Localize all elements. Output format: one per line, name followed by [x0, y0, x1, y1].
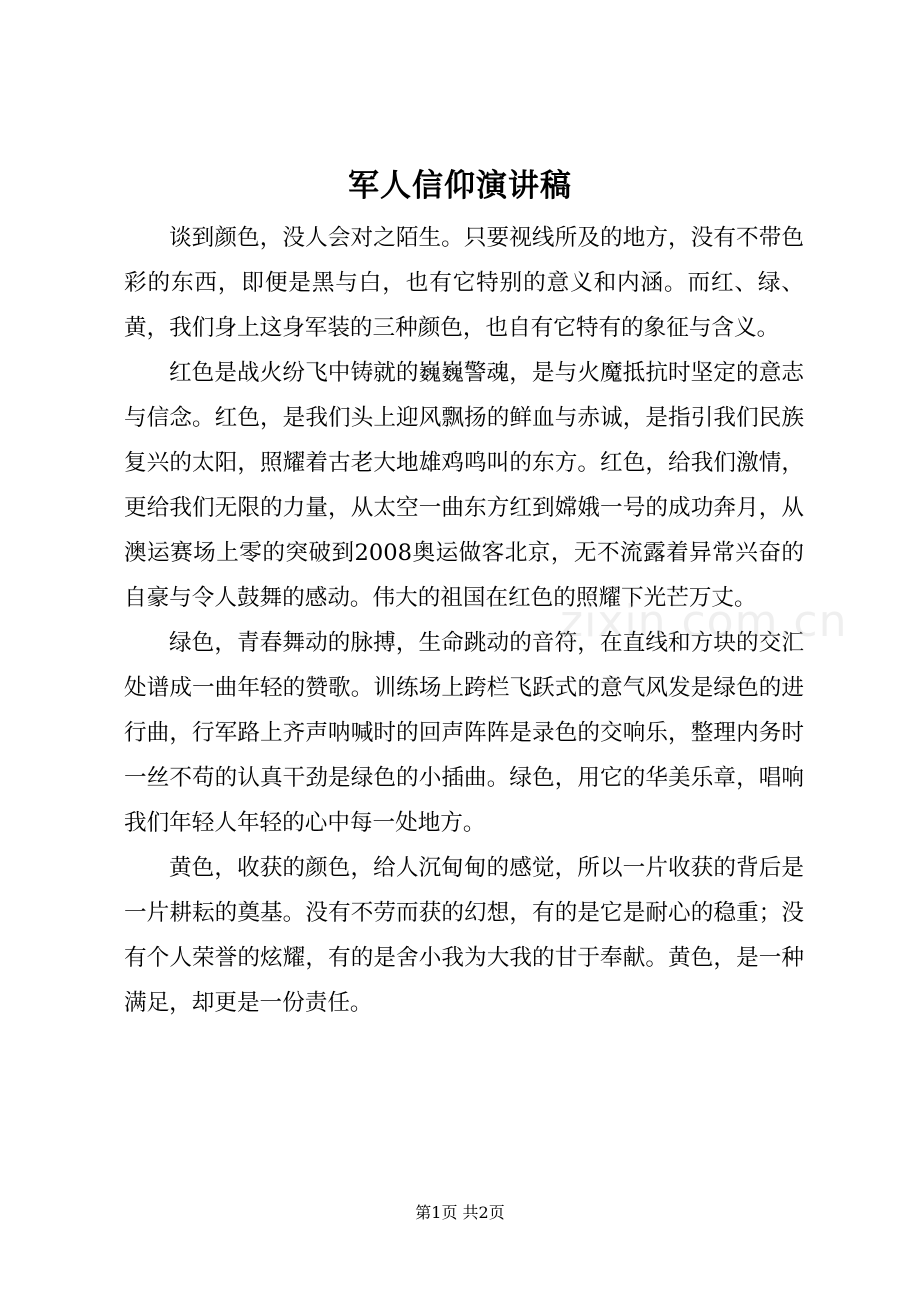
- paragraph-intro: 谈到颜色，没人会对之陌生。只要视线所及的地方，没有不带色彩的东西，即便是黑与白，也有它特别的意义和内涵。而红、绿、黄，我们身上这身军装的三种颜色，也自有它特有的象征与含义。: [124, 225, 804, 341]
- watermark: zixin.com.cn: [560, 596, 848, 647]
- paragraph-yellow: 黄色，收获的颜色，给人沉甸甸的感觉，所以一片收获的背后是一片耕耘的奠基。没有不劳而获的幻想，有的是它是耐心的稳重；没有个人荣誉的炫耀，有的是舍小我为大我的甘于奉献。黄色，是一种满足，却更是一份责任。: [124, 855, 804, 1016]
- paragraph-green: 绿色，青春舞动的脉搏，生命跳动的音符，在直线和方块的交汇处谱成一曲年轻的赞歌。训练场上跨栏飞跃式的意气风发是绿色的进行曲，行军路上齐声呐喊时的回声阵阵是录色的交响乐，整理内务时一丝不苟的认真干劲是绿色的小插曲。绿色，用它的华美乐章，唱响我们年轻人年轻的心中每一处地方。: [124, 630, 804, 836]
- page-footer: 第1页 共2页: [415, 1203, 505, 1222]
- document-body: [124, 216, 804, 1026]
- document-title: 军人信仰演讲稿: [348, 168, 572, 204]
- paragraph-red: 红色是战火纷飞中铸就的巍巍警魂，是与火魔抵抗时坚定的意志与信念。红色，是我们头上迎风飘扬的鲜血与赤诚，是指引我们民族复兴的太阳，照耀着古老大地雄鸡鸣叫的东方。红色，给我们激情，更给我们无限的力量，从太空一曲东方红到嫦娥一号的成功奔月，从澳运赛场上零的突破到2008奥运做客北京，无不流露着异常兴奋的自豪与令人鼓舞的感动。伟大的祖国在红色的照耀下光芒万丈。: [124, 360, 804, 611]
